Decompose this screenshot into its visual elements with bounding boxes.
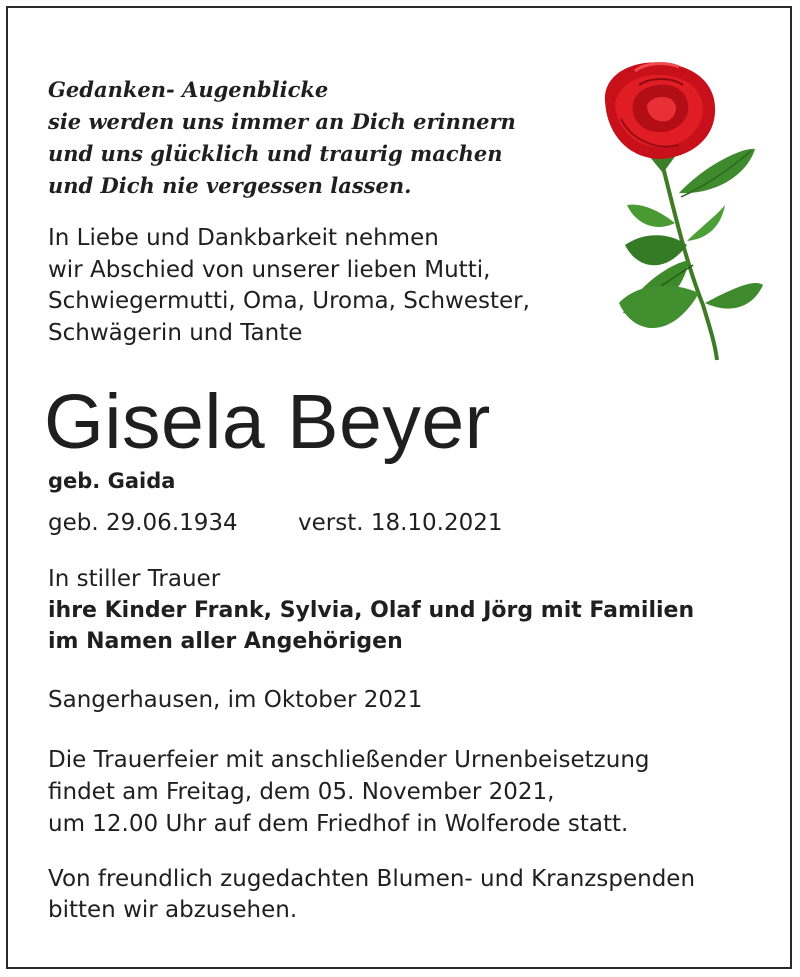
deceased-name: Gisela Beyer bbox=[44, 379, 491, 465]
poem-line: Gedanken- Augenblicke bbox=[48, 77, 329, 102]
poem bbox=[48, 74, 516, 202]
flowers-line: bitten wir abzusehen. bbox=[48, 897, 298, 923]
poem-line: und uns glücklich und traurig machen bbox=[48, 141, 503, 166]
funeral-line: Die Trauerfeier mit anschließender Urnenbeisetzung bbox=[48, 747, 650, 773]
intro-line: Schwiegermutti, Oma, Uroma, Schwester, bbox=[48, 288, 530, 314]
funeral-line: findet am Freitag, dem 05. November 2021, bbox=[48, 779, 555, 805]
mourners-intro: In stiller Trauer bbox=[48, 566, 221, 592]
red-rose-icon bbox=[575, 55, 765, 365]
birth-date: geb. 29.06.1934 bbox=[48, 510, 238, 536]
intro-text bbox=[48, 223, 530, 349]
funeral-line: um 12.00 Uhr auf dem Friedhof in Wolferode statt. bbox=[48, 811, 629, 837]
maiden-name: geb. Gaida bbox=[48, 469, 176, 493]
intro-line: wir Abschied von unserer lieben Mutti, bbox=[48, 256, 491, 283]
death-date: verst. 18.10.2021 bbox=[298, 510, 503, 536]
place-date: Sangerhausen, im Oktober 2021 bbox=[48, 687, 423, 713]
funeral-info bbox=[48, 744, 650, 840]
intro-line: In Liebe und Dankbarkeit nehmen bbox=[48, 225, 439, 251]
mourners-line: im Namen aller Angehörigen bbox=[48, 629, 403, 654]
intro-line: Schwägerin und Tante bbox=[48, 319, 303, 346]
life-dates bbox=[48, 506, 503, 540]
poem-line: sie werden uns immer an Dich erinnern bbox=[48, 109, 516, 134]
poem-line: und Dich nie vergessen lassen. bbox=[48, 173, 412, 198]
flowers-line: Von freundlich zugedachten Blumen- und Kranzspenden bbox=[48, 866, 696, 892]
mourners bbox=[48, 564, 694, 657]
mourners-line: ihre Kinder Frank, Sylvia, Olaf und Jörg mit Familien bbox=[48, 598, 695, 623]
flowers-note bbox=[48, 864, 695, 926]
